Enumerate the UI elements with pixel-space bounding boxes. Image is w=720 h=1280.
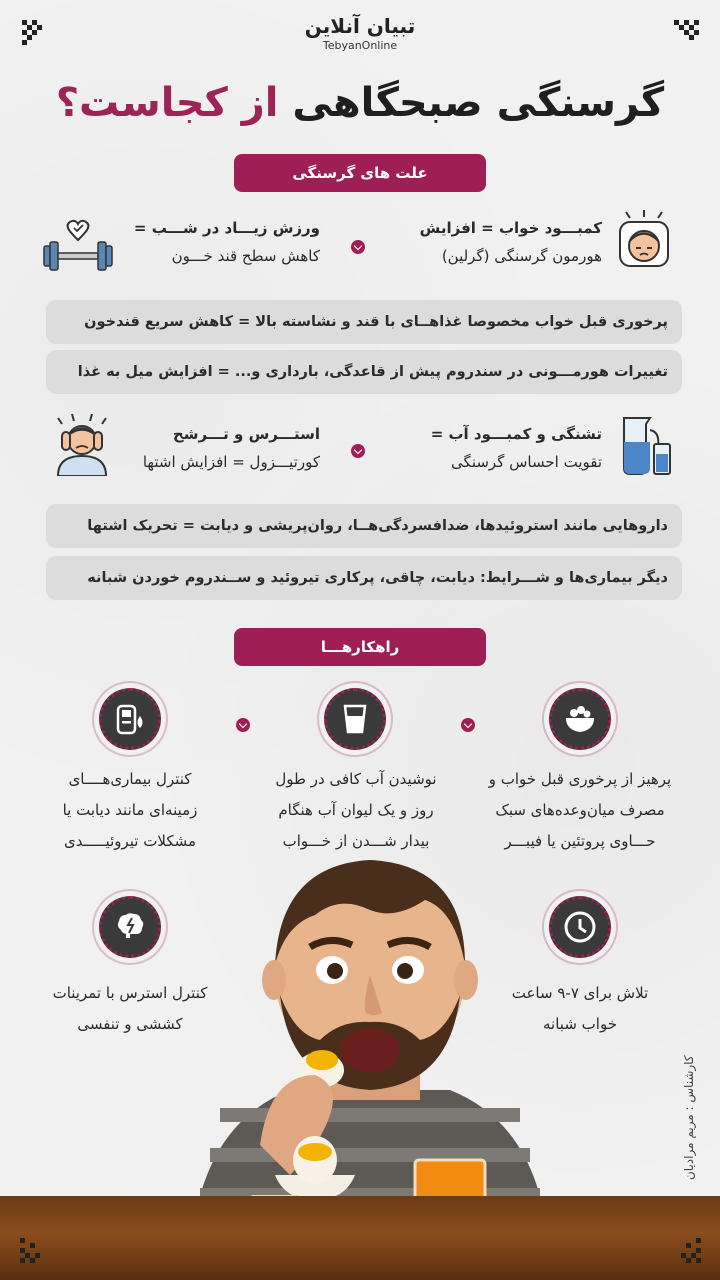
cause-bar-diseases: دیگر بیماری‌ها و شـــرایط: دیابت، چاقی، پرکاری تیروئید و ســندروم خوردن شبانه bbox=[46, 556, 682, 600]
sleep-face-icon bbox=[614, 208, 674, 272]
cause-stress-line2: کورتیـــزول = افزایش اشتها bbox=[142, 453, 320, 471]
corner-ornament-icon bbox=[674, 1236, 704, 1266]
solution-water bbox=[256, 764, 456, 857]
author-credit: کارشناس : مریم مرادیان bbox=[682, 1055, 696, 1180]
solution-diet-line2: مصرف میان‌وعده‌های سبک bbox=[495, 801, 665, 819]
bullet-dot-icon bbox=[461, 718, 475, 732]
water-jug-icon bbox=[616, 410, 672, 476]
solution-disease-line2: زمینه‌ای مانند دیابت یا bbox=[62, 801, 198, 819]
solution-diet bbox=[480, 764, 680, 857]
solution-disease bbox=[30, 764, 230, 857]
salad-bowl-icon bbox=[549, 688, 611, 750]
brand-name-fa: تبیان آنلاین bbox=[304, 14, 416, 38]
solution-stress-line1: کنترل استرس با تمرینات bbox=[52, 984, 208, 1002]
page-title bbox=[0, 80, 720, 126]
solution-stress bbox=[30, 978, 230, 1040]
solution-disease-line1: کنترل بیماری‌هــــای bbox=[68, 770, 192, 788]
cause-sleep bbox=[402, 214, 602, 270]
cause-sleep-line1: کمبـــود خواب = افزایش bbox=[419, 219, 602, 237]
solution-water-line2: روز و یک لیوان آب هنگام bbox=[278, 801, 434, 819]
stressed-person-icon bbox=[50, 412, 114, 476]
bullet-dot-icon bbox=[351, 444, 365, 458]
cause-bar-overeating: پرخوری قبل خواب مخصوصا غذاهــای با قند و نشاسته بالا = کاهش سریع قندخون bbox=[46, 300, 682, 344]
solution-water-line3: بیدار شـــدن از خـــواب bbox=[282, 832, 430, 850]
cause-bar-drugs: داروهایی مانند استروئیدها، ضدافسردگی‌هــا، روان‌پریشی و دیابت = تحریک اشتها bbox=[46, 504, 682, 548]
title-part-1: گرسنگی صبحگاهی bbox=[292, 80, 665, 126]
dumbbell-heart-icon bbox=[42, 216, 114, 272]
solutions-header: راهکارهـــا bbox=[234, 628, 486, 666]
cause-thirst-line2: تقویت احساس گرسنگی bbox=[451, 453, 602, 471]
glucose-meter-icon bbox=[99, 688, 161, 750]
causes-header: علت های گرسنگی bbox=[234, 154, 486, 192]
solution-water-line1: نوشیدن آب کافی در طول bbox=[275, 770, 437, 788]
table-surface bbox=[0, 1196, 720, 1280]
solution-sleep-line2: خواب شبانه bbox=[543, 1015, 617, 1033]
solution-disease-line3: مشکلات تیروئیـــــدی bbox=[63, 832, 197, 850]
solution-diet-line1: پرهیز از پرخوری قبل خواب و bbox=[488, 770, 672, 788]
brain-icon bbox=[99, 896, 161, 958]
cause-stress bbox=[120, 420, 320, 476]
bullet-dot-icon bbox=[351, 240, 365, 254]
cause-exercise-line2: کاهش سطح قند خـــون bbox=[171, 247, 320, 265]
cause-thirst bbox=[402, 420, 602, 476]
solution-diet-line3: حـــاوی پروتئین یا فیبـــر bbox=[504, 832, 656, 850]
brand-name-en: TebyanOnline bbox=[322, 39, 398, 52]
cause-thirst-line1: تشنگی و کمبـــود آب = bbox=[430, 425, 602, 443]
cause-exercise-line1: ورزش زیـــاد در شـــب = bbox=[133, 219, 320, 237]
corner-ornament-icon bbox=[18, 1236, 48, 1266]
water-glass-icon bbox=[324, 688, 386, 750]
bullet-dot-icon bbox=[236, 718, 250, 732]
title-part-2: از کجاست؟ bbox=[55, 80, 293, 126]
cause-sleep-line2: هورمون گرسنگی (گرلین) bbox=[441, 247, 602, 265]
solution-sleep-line1: تلاش برای ۷-۹ ساعت bbox=[511, 984, 649, 1002]
brand-logo bbox=[0, 14, 720, 52]
solution-stress-line2: کششی و تنفسی bbox=[77, 1015, 183, 1033]
cause-exercise bbox=[120, 214, 320, 270]
clock-icon bbox=[549, 896, 611, 958]
cause-bar-hormones: تغییرات هورمـــونی در سندروم پیش از قاعدگی، بارداری و... = افزایش میل به غذا bbox=[46, 350, 682, 394]
cause-stress-line1: استـــرس و تـــرشح bbox=[172, 425, 320, 443]
solution-sleep bbox=[480, 978, 680, 1040]
